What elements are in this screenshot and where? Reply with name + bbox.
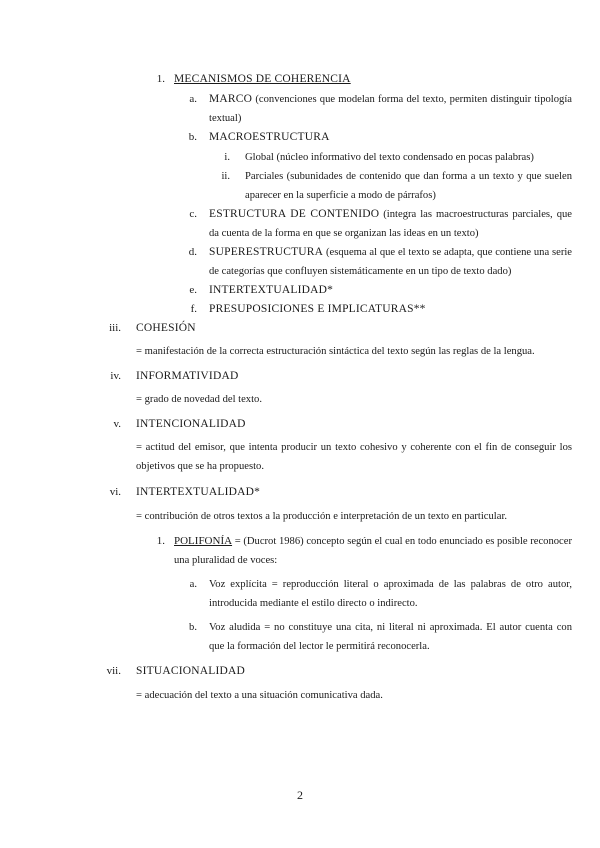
item-text: (integra las macroestructuras parciales, que da cuenta de la forma en que se organizan las ideas en un texto) (209, 209, 572, 239)
page-number: 2 (297, 788, 303, 802)
item-text: Voz explícita = reproducción literal o aproximada de las palabras de otro autor, introducida mediante el estilo directo o indirecto. (209, 579, 572, 609)
definition-text: = actitud del emisor, que intenta producir un texto cohesivo y coherente con el fin de conseguir los objetivos que se ha propuesto. (136, 442, 572, 472)
definition-text: = contribución de otros textos a la producción e interpretación de un texto en particular. (136, 511, 508, 522)
list-marker: c. (189, 208, 197, 220)
list-marker: a. (189, 579, 197, 590)
list-marker: v. (113, 418, 121, 430)
item-title: POLIFONÍA (174, 535, 233, 547)
definition-text: = grado de novedad del texto. (136, 394, 262, 405)
item-title: SUPERESTRUCTURA (209, 246, 324, 258)
item-title: MACROESTRUCTURA (209, 131, 330, 143)
list-marker: ii. (221, 171, 230, 182)
item-title: PRESUPOSICIONES E IMPLICATURAS** (209, 303, 426, 315)
item-text: Voz aludida = no constituye una cita, ni literal ni aproximada. El autor cuenta con que la formación del lector le permitirá reconocerla. (209, 622, 572, 652)
list-marker: vii. (106, 665, 121, 677)
section-title: INTERTEXTUALIDAD* (136, 486, 261, 498)
list-marker: a. (189, 93, 197, 105)
item-title: ESTRUCTURA DE CONTENIDO (209, 208, 380, 220)
list-marker: 1. (156, 535, 165, 547)
item-text: (convenciones que modelan forma del texto, permiten distinguir tipología textual) (209, 94, 572, 124)
item-title: MECANISMOS DE COHERENCIA (174, 73, 351, 85)
item-title: MARCO (209, 93, 253, 105)
section-title: COHESIÓN (136, 322, 196, 334)
item-title: INTERTEXTUALIDAD* (209, 284, 334, 296)
definition-text: = adecuación del texto a una situación comunicativa dada. (136, 690, 383, 701)
list-marker: b. (188, 131, 197, 143)
item-text: (esquema al que el texto se adapta, que contiene una serie de categorías que confluyen sistemáticamente en un tipo de texto dado) (209, 247, 572, 277)
item-text: = (Ducrot 1986) concepto según el cual en todo enunciado es posible reconocer una pluralidad de voces: (174, 536, 572, 566)
list-marker: d. (188, 246, 197, 258)
definition-text: = manifestación de la correcta estructuración sintáctica del texto según las reglas de la lengua. (136, 346, 535, 357)
list-marker: iv. (110, 370, 121, 382)
list-marker: vi. (109, 486, 121, 498)
section-title: SITUACIONALIDAD (136, 665, 246, 677)
list-marker: e. (189, 284, 197, 296)
item-text: Global (núcleo informativo del texto condensado en pocas palabras) (245, 152, 534, 163)
list-marker: i. (224, 152, 230, 163)
list-marker: 1. (156, 73, 165, 85)
list-marker: f. (190, 303, 197, 315)
section-title: INTENCIONALIDAD (136, 418, 246, 430)
item-text: Parciales (subunidades de contenido que dan forma a un texto y que suelen aparecer en la superficie a modo de párrafos) (245, 171, 572, 201)
list-marker: iii. (109, 322, 121, 334)
section-title: INFORMATIVIDAD (136, 370, 239, 382)
list-marker: b. (189, 622, 197, 633)
